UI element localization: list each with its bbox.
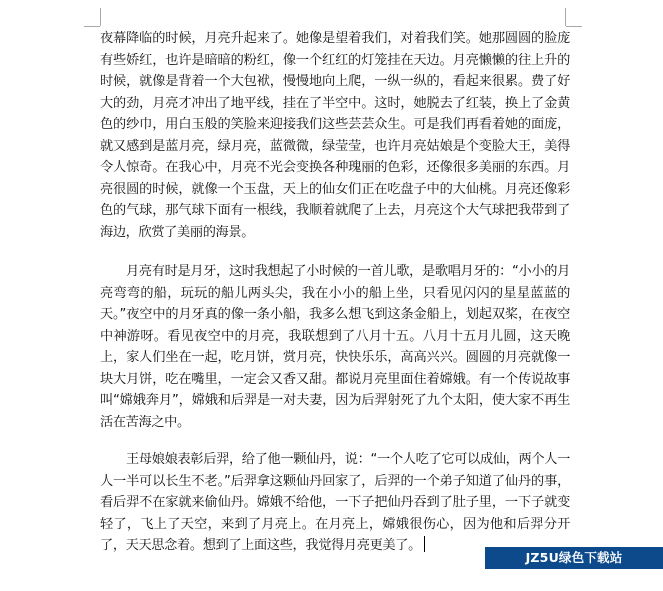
crop-mark-top-right: [566, 26, 582, 27]
paragraph-3-text: 王母娘娘表彰后羿，给了他一颗仙丹，说：“一个人吃了它可以成仙，两个人一人一半可以长生不老。”后羿拿这颗仙丹回家了，后羿的一个弟子知道了仙丹的事，看后羿不在家就来偷仙丹。嫦娥不给他，一下子把仙丹吞到了肚子里，一下子就变轻了，飞上了天空，来到了月亮上。在月亮上，嫦娥很伤心，因为他和后羿分开了，天天思念着。想到了上面这些，我觉得月亮更美了。: [100, 452, 570, 553]
document-body[interactable]: [100, 28, 570, 557]
paragraph-3[interactable]: [100, 449, 570, 557]
paragraph-2[interactable]: 月亮有时是月牙，这时我想起了小时候的一首儿歌，是歌唱月牙的：“小小的月亮弯弯的船，玩玩的船儿两头尖，我在小小的船上坐，只看见闪闪的星星蓝蓝的天。”夜空中的月牙真的像一条小船，我多么想飞到这条金船上，划起双桨，在夜空中神游呀。看见夜空中的月亮，我联想到了八月十五。八月十五月儿圆，这天晚上，家人们坐在一起，吃月饼，赏月亮，快快乐乐，高高兴兴。圆圆的月亮就像一块大月饼，吃在嘴里，一定会又香又甜。都说月亮里面住着嫦娥。有一个传说故事叫“嫦娥奔月”，嫦娥和后羿是一对夫妻，因为后羿射死了九个太阳，使大家不再生活在苦海之中。: [100, 264, 570, 430]
crop-mark-top-right: [565, 8, 566, 26]
crop-mark-top-left: [84, 26, 100, 27]
text-cursor: [424, 536, 425, 552]
paragraph-1[interactable]: 夜幕降临的时候，月亮升起来了。她像是望着我们，对着我们笑。她那圆圆的脸庞有些娇红，也许是暗暗的粉红，像一个红红的灯笼挂在天边。月亮懒懒的往上升的时候，就像是背着一个大包袱，慢慢地向上爬，一纵一纵的，看起来很累。费了好大的劲，月亮才冲出了地平线，挂在了半空中。这时，她脱去了红装，换上了金黄色的纱巾，用白玉般的笑脸来迎接我们这些芸芸众生。可是我们再看着她的面庞，就又感到是蓝月亮，绿月亮，蓝微微，绿莹莹，也许月亮姑娘是个变脸大王，美得令人惊奇。在我心中，月亮不光会变换各种瑰丽的色彩，还像很多美丽的东西。月亮很圆的时候，就像一个玉盘，天上的仙女们正在吃盘子中的大仙桃。月亮还像彩色的气球，那气球下面有一根线，我顺着就爬了上去，月亮这个大气球把我带到了海边，欣赏了美丽的海景。: [100, 31, 570, 240]
site-watermark: JZ5U绿色下载站www.jz5u.com: [485, 547, 663, 569]
crop-mark-top-left: [100, 8, 101, 26]
